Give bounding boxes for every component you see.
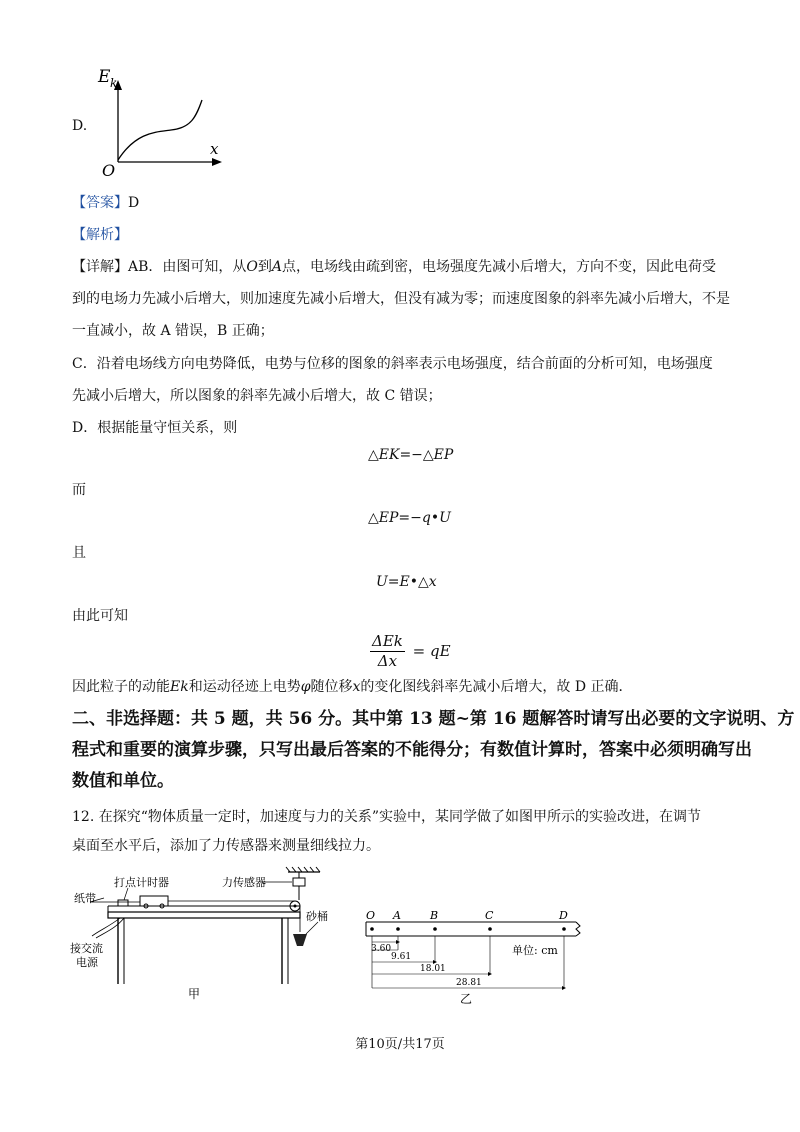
section2-line-2: 程式和重要的演算步骤，只写出最后答案的不能得分；有数值计算时，答案中必须明确写出 — [72, 740, 752, 760]
point-c: C — [485, 909, 494, 922]
analysis-tag: 【解析】 — [72, 227, 128, 243]
option-d-ek-graph — [96, 62, 236, 180]
caption-yi: 乙 — [460, 992, 473, 1006]
label-bucket: 砂桶 — [306, 910, 328, 923]
dim-ob: 18.01 — [420, 964, 446, 974]
section2-line-3: 数值和单位。 — [72, 771, 174, 791]
page-footer: 第10页/共17页 — [355, 1037, 445, 1052]
dim-oa: 3.60 — [371, 944, 392, 954]
answer-tag: 【答案】 — [72, 195, 128, 211]
label-ac-1: 接交流 — [70, 942, 103, 955]
point-d: D — [559, 909, 568, 922]
detail-line-1: 【详解】AB．由图可知，从O到A点，电场线由疏到密，电场强度先减小后增大，方向不变，因此电荷受 — [72, 259, 717, 275]
detail-line-6: D．根据能量守恒关系，则 — [72, 420, 238, 436]
label-ac-2: 电源 — [76, 956, 98, 969]
section2-line-1: 二、非选择题：共 5 题，共 56 分。其中第 13 题~第 16 题解答时请写出必要的文字说明、方 — [72, 709, 795, 729]
label-tape: 纸带 — [74, 892, 96, 905]
detail-line-2: 到的电场力先减小后增大，则加速度先减小后增大，但没有减为零；而速度图象的斜率先减小后增大，不是 — [72, 291, 730, 307]
eq4-rhs: = qE — [412, 642, 451, 660]
q12-line-2: 桌面至水平后，添加了力传感器来测量细线拉力。 — [72, 838, 380, 854]
point-a: A — [393, 909, 401, 922]
detail-line-3: 一直减小，故 A 错误，B 正确； — [72, 323, 274, 339]
conclusion-line: 因此粒子的动能Ek和运动径迹上电势φ随位移x的变化图线斜率先减小后增大，故 D 正确． — [72, 679, 633, 695]
eq4-numerator: ΔEk — [372, 632, 403, 650]
figure-yi-tape — [360, 906, 600, 1006]
caption-jia: 甲 — [188, 987, 201, 1001]
label-sensor: 力传感器 — [222, 876, 266, 889]
detail-line-5: 先减小后增大，所以图象的斜率先减小后增大，故 C 错误； — [72, 388, 442, 404]
point-b: B — [430, 909, 439, 922]
equation-2: △EP=−q•U — [368, 510, 451, 526]
point-o: O — [366, 909, 376, 922]
x-axis-label: x — [210, 140, 219, 158]
label-timer: 打点计时器 — [114, 876, 169, 889]
word-qie: 且 — [72, 545, 86, 561]
equation-4 — [370, 632, 451, 670]
dim-oc: 28.81 — [456, 978, 482, 988]
unit-label: 单位: cm — [512, 944, 558, 957]
detail-line-4: C．沿着电场线方向电势降低，电势与位移的图象的斜率表示电场强度，结合前面的分析可知，电场强度 — [72, 356, 713, 372]
word-er: 而 — [72, 482, 86, 498]
equation-1: △EK=−△EP — [368, 447, 454, 463]
eq4-denominator: Δx — [377, 652, 398, 670]
equation-3: U=E•△x — [376, 574, 437, 590]
dim-ab: 9.61 — [391, 952, 412, 962]
ek-axis-label: E — [98, 67, 111, 87]
answer-line — [72, 193, 139, 213]
figure-jia-apparatus — [70, 866, 330, 1006]
word-youci: 由此可知 — [72, 608, 128, 624]
option-d-label: D. — [72, 118, 88, 134]
origin-label: O — [102, 161, 116, 180]
ek-axis-sub: k — [110, 76, 118, 90]
answer-value: D — [128, 195, 140, 211]
q12-line-1: 12. 在探究“物体质量一定时，加速度与力的关系”实验中，某同学做了如图甲所示的实验改进，在调节 — [72, 809, 702, 825]
